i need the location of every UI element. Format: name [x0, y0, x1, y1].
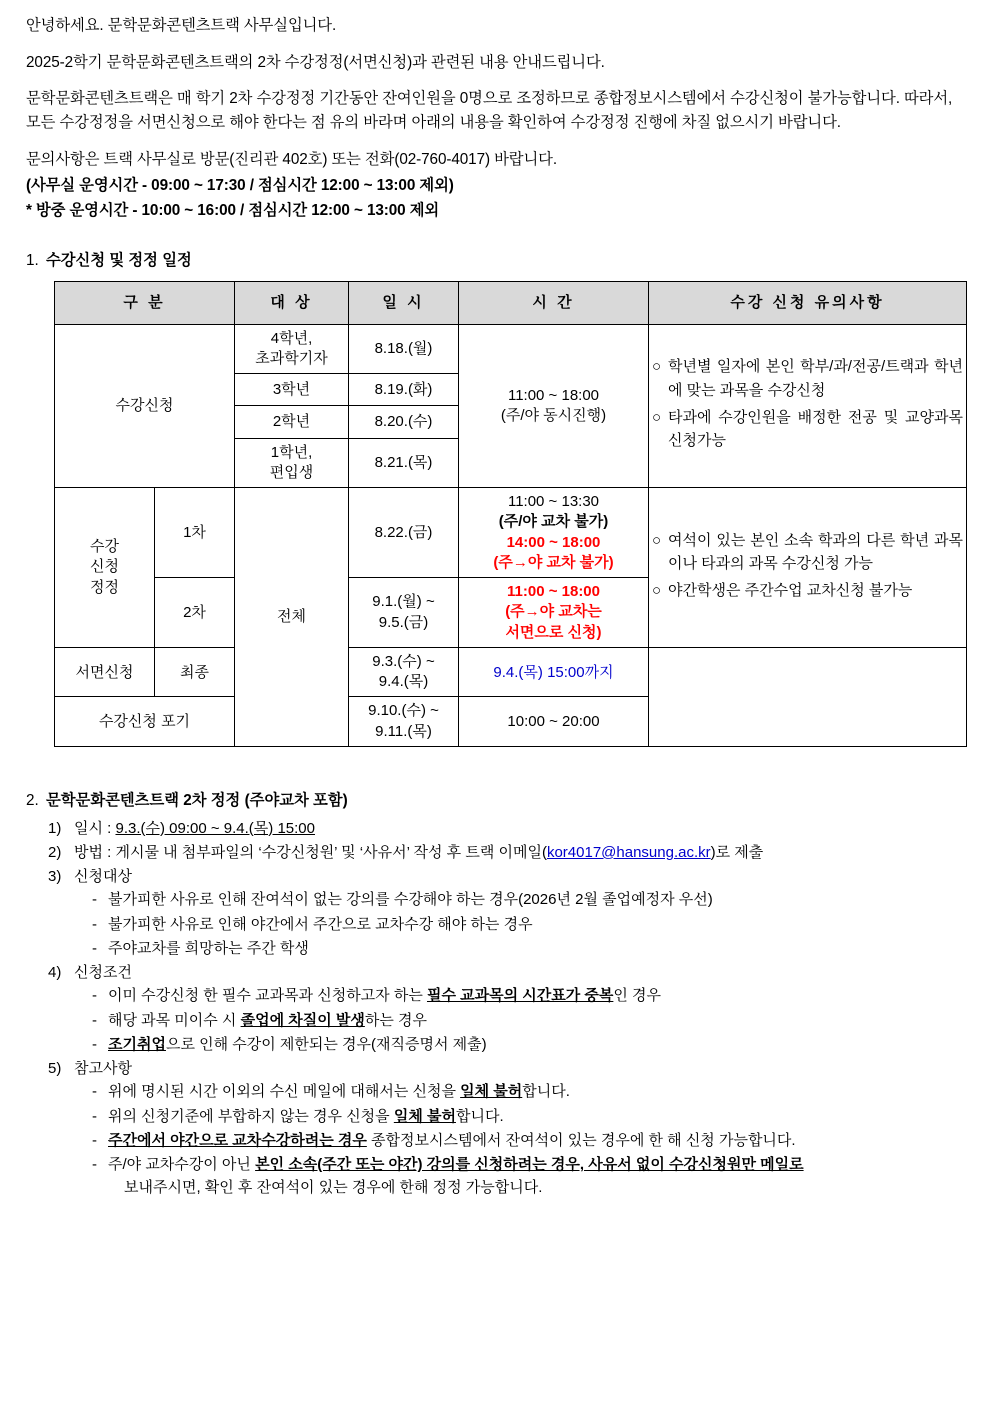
email-link[interactable]: kor4017@hansung.ac.kr [546, 843, 711, 861]
notice-item [652, 355, 963, 402]
cell-time-round1 [459, 488, 649, 578]
item-marker: 5) [48, 1060, 62, 1078]
cell-adjustment-round1: 1차 [155, 488, 235, 578]
sub-text-emph: 주간에서 야간으로 교차수강하려는 경우 [108, 1131, 367, 1149]
intro-line-5: (사무실 운영시간 - 09:00 ~ 17:30 / 점심시간 12:00 ~ 13:00 제외) [26, 176, 454, 194]
col-header-date: 일 시 [349, 281, 459, 324]
list-item [92, 1033, 966, 1056]
section-2-title-text: 문학문화콘텐츠트랙 2차 정정 (주야교차 포함) [46, 791, 348, 809]
dash-icon: - [92, 1107, 97, 1125]
cell-notice-registration [649, 324, 967, 488]
col-header-target: 대 상 [235, 281, 349, 324]
section-2-title [26, 789, 966, 813]
item-label: 신청조건 [74, 964, 132, 982]
references-sublist [74, 1080, 966, 1199]
sub-text-cont: 보내주시면, 확인 후 잔여석이 있는 경우에 한해 정정 가능합니다. [124, 1179, 543, 1197]
sub-text-b: 으로 인해 수강이 제한되는 경우(재직증명서 제출) [165, 1035, 487, 1053]
item-marker: 1) [48, 819, 62, 837]
section-2-list [26, 817, 966, 1200]
sub-text-emph: 필수 교과목의 시간표가 중복 [426, 987, 614, 1005]
cell-date-0822: 8.22.(금) [349, 488, 459, 578]
notice-item [652, 579, 963, 602]
item-label: 일시 : [74, 819, 116, 837]
conditions-sublist [74, 984, 966, 1056]
date-line-2: 9.11.(목) [375, 722, 432, 740]
cell-notice-empty [649, 647, 967, 746]
cell-written-application-sub: 최종 [155, 647, 235, 697]
item-text-b: )로 제출 [710, 843, 764, 861]
time-line-3: 14:00 ~ 18:00 [506, 533, 601, 551]
date-line-1: 9.1.(월) ~ [372, 593, 435, 611]
sub-text-b: 하는 경우 [364, 1011, 427, 1029]
circle-bullet-icon: ○ [652, 358, 662, 376]
dash-icon: - [92, 1035, 97, 1053]
dash-icon: - [92, 891, 97, 909]
list-item-conditions [48, 961, 966, 1056]
cell-date-0820: 8.20.(수) [349, 406, 459, 438]
dash-icon: - [92, 1131, 97, 1149]
time-line-1: 11:00 ~ 13:30 [507, 493, 600, 511]
sub-text-emph: 본인 소속(주간 또는 야간) 강의를 신청하려는 경우, 사유서 없이 수강신청원만 메일로 [255, 1156, 804, 1174]
notice-text: 여석이 있는 본인 소속 학과의 다른 학년 과목이나 타과의 과목 수강신청 가능 [668, 531, 963, 572]
list-item [92, 913, 966, 936]
section-2-block [26, 789, 966, 1200]
col-header-notice: 수강 신청 유의사항 [649, 281, 967, 324]
cell-date-0901-0905 [349, 578, 459, 648]
cell-target-grade1: 1학년, 편입생 [235, 438, 349, 488]
sub-text-b: 합니다. [455, 1107, 504, 1125]
date-line-1: 9.3.(수) ~ [372, 652, 435, 670]
notice-text: 타과에 수강인원을 배정한 전공 및 교양과목 신청가능 [668, 408, 963, 450]
sub-text-emph: 일체 불허 [460, 1083, 523, 1101]
sub-text-b: 합니다. [522, 1083, 570, 1101]
sub-text-emph: 조기취업 [108, 1035, 166, 1053]
intro-line-6: * 방중 운영시간 - 10:00 ~ 16:00 / 점심시간 12:00 ~ 13:00 제외 [26, 202, 440, 220]
section-1-title-text: 수강신청 및 정정 일정 [46, 251, 192, 269]
notice-item [652, 406, 963, 453]
time-line-4: (주→야 교차 불가) [493, 553, 614, 571]
list-item-eligibility [48, 865, 966, 960]
time-line-1: 11:00 ~ 18:00 [507, 583, 600, 601]
sub-text-a: 위에 명시된 시간 이외의 수신 메일에 대해서는 신청을 [108, 1083, 461, 1101]
cell-course-registration-label: 수강신청 [55, 324, 235, 488]
dash-icon: - [92, 1083, 97, 1101]
cell-target-grade2: 2학년 [235, 406, 349, 438]
intro-line-3: 문학문화콘텐츠트랙은 매 학기 2차 수강정정 기간동안 잔여인원을 0명으로 조정하므로 종합정보시스템에서 수강신청이 불가능합니다. 따라서, 모든 수강정정을 서면신청으로 해야 한다는 점 유의 바라며 아래의 내용을 확인하여 수강정정 진행에 차질 없으시기 바랍니다. [26, 90, 953, 132]
cell-target-grade3: 3학년 [235, 374, 349, 406]
sub-text: 불가피한 사유로 인해 잔여석이 없는 강의를 수강해야 하는 경우(2026년 2월 졸업예정자 우선) [108, 891, 713, 909]
list-item [92, 1129, 966, 1152]
item-value: 9.3.(수) 09:00 ~ 9.4.(목) 15:00 [115, 819, 315, 837]
dash-icon: - [92, 915, 97, 933]
cell-date-0821: 8.21.(목) [349, 438, 459, 488]
item-label: 참고사항 [74, 1060, 132, 1078]
cell-withdrawal-label: 수강신청 포기 [55, 697, 235, 747]
item-marker: 3) [48, 868, 62, 886]
item-marker: 2) [48, 843, 62, 861]
sub-text: 불가피한 사유로 인해 야간에서 주간으로 교차수강 해야 하는 경우 [108, 915, 533, 933]
sub-text-a: 이미 수강신청 한 필수 교과목과 신청하고자 하는 [108, 987, 427, 1005]
cell-date-0903-0904 [349, 647, 459, 697]
circle-bullet-icon: ○ [652, 408, 662, 426]
table-row [55, 488, 967, 578]
cell-time-round2 [459, 578, 649, 648]
cell-adjustment-round2: 2차 [155, 578, 235, 648]
schedule-table [54, 281, 967, 747]
list-item [92, 1009, 966, 1032]
time-line-2: (주/야 교차 불가) [498, 513, 609, 531]
list-item [92, 888, 966, 911]
time-line-2: (주/야 동시진행) [500, 406, 607, 424]
section-1-title [26, 249, 966, 273]
notice-item [652, 529, 963, 576]
date-line-2: 9.5.(금) [378, 613, 429, 631]
intro-line-1: 안녕하세요. 문학문화콘텐츠트랙 사무실입니다. [26, 17, 337, 34]
time-line-2: (주→야 교차는 [505, 603, 602, 621]
date-line-2: 9.4.(목) [378, 673, 429, 691]
list-item-schedule [48, 817, 966, 840]
dash-icon: - [92, 1156, 97, 1174]
table-row [55, 647, 967, 697]
list-item [92, 1153, 966, 1200]
sub-text-emph: 졸업에 차질이 발생 [240, 1011, 365, 1029]
list-item [92, 1105, 966, 1128]
sub-text-a: 해당 과목 미이수 시 [108, 1011, 241, 1029]
dash-icon: - [92, 1011, 97, 1029]
item-label: 신청대상 [74, 868, 132, 886]
table-row [55, 324, 967, 374]
sub-text-emph: 일체 불허 [393, 1107, 456, 1125]
sub-text-a: 위의 신청기준에 부합하지 않는 경우 신청을 [108, 1107, 394, 1125]
cell-date-0818: 8.18.(월) [349, 324, 459, 374]
intro-line-2: 2025-2학기 문학문화콘텐츠트랙의 2차 수강정정(서면신청)과 관련된 내용 안내드립니다. [26, 53, 605, 71]
cell-target-all: 전체 [235, 488, 349, 747]
sub-text: 주야교차를 희망하는 주간 학생 [108, 939, 309, 957]
notice-text: 학년별 일자에 본인 학부/과/전공/트랙과 학년에 맞는 과목을 수강신청 [668, 358, 963, 399]
intro-line-4: 문의사항은 트랙 사무실로 방문(진리관 402호) 또는 전화(02-760-4017) 바랍니다. [26, 150, 557, 168]
item-text-a: 방법 : 게시물 내 첨부파일의 ‘수강신청원’ 및 ‘사유서’ 작성 후 트랙 이메일( [74, 843, 547, 861]
cell-date-0910-0911 [349, 697, 459, 747]
list-item [92, 984, 966, 1007]
cell-written-application-label: 서면신청 [55, 647, 155, 697]
cell-target-grade4: 4학년, 초과학기자 [235, 324, 349, 374]
section-2-number: 2. [26, 791, 39, 809]
cell-notice-adjustment [649, 488, 967, 648]
cell-time-registration [459, 324, 649, 488]
intro-block [26, 14, 966, 223]
circle-bullet-icon: ○ [652, 582, 662, 600]
sub-text-a: 주/야 교차수강이 아닌 [108, 1156, 256, 1174]
date-line-1: 9.10.(수) ~ [368, 702, 439, 720]
item-marker: 4) [48, 964, 62, 982]
time-line-1: 11:00 ~ 18:00 [507, 386, 600, 404]
list-item [92, 1080, 966, 1103]
col-header-time: 시 간 [459, 281, 649, 324]
cell-time-written: 9.4.(목) 15:00까지 [459, 647, 649, 697]
list-item-references [48, 1057, 966, 1200]
dash-icon: - [92, 987, 97, 1005]
list-item [92, 937, 966, 960]
circle-bullet-icon: ○ [652, 531, 662, 549]
list-item-method [48, 841, 966, 864]
cell-date-0819: 8.19.(화) [349, 374, 459, 406]
eligibility-sublist [74, 888, 966, 960]
sub-text-b: 인 경우 [613, 987, 662, 1005]
cell-time-withdrawal: 10:00 ~ 20:00 [459, 697, 649, 747]
dash-icon: - [92, 939, 97, 957]
col-header-division: 구 분 [55, 281, 235, 324]
cell-adjustment-label: 수강 신청 정정 [55, 488, 155, 648]
table-header-row [55, 281, 967, 324]
sub-text-b: 종합정보시스템에서 잔여석이 있는 경우에 한 해 신청 가능합니다. [366, 1131, 796, 1149]
time-line-3: 서면으로 신청) [505, 623, 602, 641]
notice-text: 야간학생은 주간수업 교차신청 불가능 [668, 582, 913, 600]
section-1-number: 1. [26, 251, 39, 269]
